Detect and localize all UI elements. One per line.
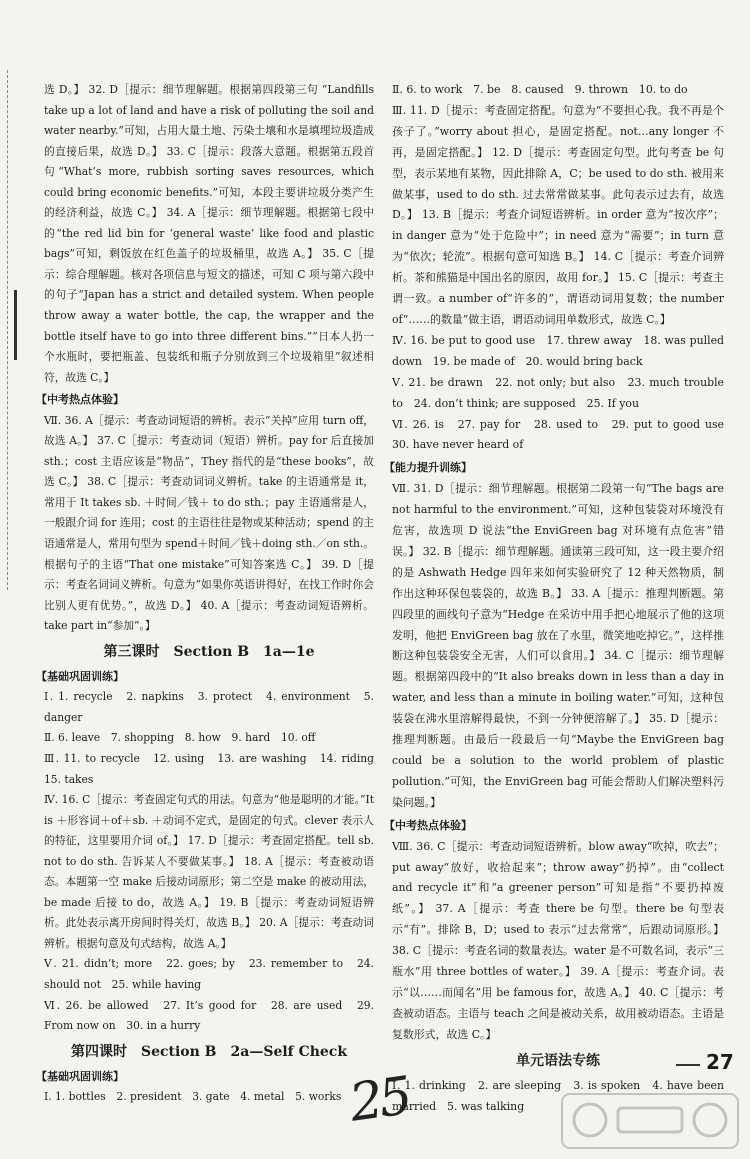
binding-mark <box>14 290 17 360</box>
binding-edge <box>7 70 14 590</box>
answer-paragraph: Ⅰ. 1. drinking 2. are sleeping 3. is spoken 4. have been married 5. was talking <box>392 1078 724 1113</box>
answer-paragraph: Ⅲ. 11. D［提示：考查固定搭配。句意为“不要担心我。我不再是个孩子了。”worry about 担心，是固定搭配。not…any longer 不再，是固定搭配。】 12. D［提示：考查固定句型。此句考查 be 句型，表示某地有某物，因此排除 A，C；be used to do sth. 被用来做某事，used to do sth. 过去常常做某事。此句表示过去有，故选 D。】 13. B［提示：考查介词短语辨析。in order 意为“按次序”；in danger 意为“处于危险中”；in need 意为“需要”；in turn 意为“依次；轮流”。根据句意可知选 B。】 14. C［提示：考查介词辨析。茶和熊猫是中国出名的原因，故用 for。】 15. C［提示：考查主谓一致。a number of“许多的”，谓语动词用复数；the number of“……的数量”做主语，谓语动词用单数形式，故选 C。】 <box>392 103 724 326</box>
handwritten-page-note: 25 <box>346 1066 413 1134</box>
answer-paragraph: Ⅳ. 16. C［提示：考查固定句式的用法。句意为“他是聪明的才能。”It is ＋形容词＋of＋sb. ＋动词不定式，是固定的句式。clever 表示人的特征，这里要用介词 of。】 17. D［提示：考查固定搭配。tell sb. not to do sth. 告诉某人不要做某事。】 18. A［提示：考查被动语态。本题第一空 make 后接动词原形；第二空是 make 的被动用法，be made 后接 to do，故选 A。】 19. B［提示：考查动词短语辨析。此处表示离开房间时得关灯，故选 B。】 20. A［提示：考查动词辨析。根据句意及句式结构，故选 A。】 <box>44 793 374 950</box>
lesson-heading: 第三课时 Section B 1a—1e <box>103 643 315 660</box>
answer-paragraph: Ⅵ. 26. is 27. pay for 28. used to 29. put to good use 30. have never heard of <box>392 417 735 452</box>
left-column <box>36 80 385 1108</box>
answer-paragraph: Ⅰ. 1. bottles 2. president 3. gate 4. metal 5. works <box>44 1090 342 1104</box>
answer-paragraph: 选 D。】 32. D［提示：细节理解题。根据第四段第三句 “Landfills take up a lot of land and have a risk of polluting the soil and water nearby.”可知，占用大量土地、污染土壤和水是填埋垃圾造成的直接后果，故选 D。】 33. C［提示：段落大意题。根据第五段首句“What’s more, rubbish sorting saves resources, which could bring economic benefits.”可知，本段主要讲垃圾分类产生的经济利益，故选 C。】 34. A［提示：细节理解题。根据第七段中的“the red lid bin for ‘general waste’ like food and plastic bags”可知，剩饭放在红色盖子的垃圾桶里，故选 A。】 35. C［提示：综合理解题。核对各项信息与短文的描述，可知 C 项与第六段中的句子“Japan has a strict and detailed system. When people throw away a water bottle, the cap, the wrapper and the bottle itself have to go into three different bins.”“日本人扔一个水瓶时，要把瓶盖、包装纸和瓶子分别放到三个垃圾箱里”叙述相符，故选 C。】 <box>44 83 374 384</box>
answer-paragraph: Ⅵ. 26. be allowed 27. It’s good for 28. are used 29. From now on 30. in a hurry <box>44 998 374 1033</box>
section-tag: 【基础巩固训练】 <box>36 1069 124 1083</box>
section-tag: 【中考热点体验】 <box>384 818 472 832</box>
lesson-heading: 第四课时 Section B 2a—Self Check <box>70 1043 348 1060</box>
watermark-logo <box>560 1090 740 1152</box>
answer-paragraph: Ⅶ. 31. D［提示：细节理解题。根据第二段第一句“The bags are not harmful to the environment.”可知，这种包装袋对环境没有危害，故选项 D 说法“the EnviGreen bag 对环境有点危害”错误。】 32. B［提示：细节理解题。通读第三段可知，这一段主要介绍的是 Ashwath Hedge 四年来如何实验研究了 12 种天然物质，制作出这种环保包装袋的，故选 B。】 33. A［提示：推理判断题。第四段里的画线句子意为“Hedge 在采访中用手把心地展示了他的这项发明，他把 EnviGreen bag 放在了水里，微笑地吃掉它。”，这样推断这种包装袋安全无害，人们可以食用。】 34. C［提示：细节理解题。根据第四段中的“It also breaks down in less than a day in water, and less than a minute in boiling water.”可知，这种包装袋在沸水里溶解得最快，不到一分钟便溶解了。】 35. D［提示：推理判断题。由最后一段最后一句“Maybe the EnviGreen bag could be a solution to the world problem of plastic pollution.”可知，the EnviGreen bag 可能会帮助人们解决塑料污染问题。】 <box>392 482 724 809</box>
page-number-dash <box>676 1064 700 1066</box>
answer-paragraph: Ⅷ. 36. C［提示：考查动词短语辨析。blow away“吹掉，吹去”；put away“放好，收拾起来”；throw away“扔掉”。由“collect and recycle it”和“a greener person”可知是指“不要扔掉废纸”。】 37. A［提示：考查 there be 句型。there be 句型表示“有”。排除 B，D；used to 表示“过去常常”，后跟动词原形。】 38. C［提示：考查名词的数量表达。water 是不可数名词，表示“三瓶水”用 three bottles of water。】 39. A［提示：考查介词。表示“以……而闻名”用 be famous for，故选 A。】 40. C［提示：考查被动语态。主语与 teach 之间是被动关系，故用被动语态。主语是复数形式，故选 C。】 <box>392 839 724 1041</box>
answer-paragraph: Ⅴ. 21. didn’t; more 22. goes; by 23. remember to 24. should not 25. while having <box>44 957 374 991</box>
answer-paragraph: Ⅳ. 16. be put to good use 17. threw away 18. was pulled down 19. be made of 20. would bring back <box>392 333 724 368</box>
section-tag: 【中考热点体验】 <box>36 393 124 407</box>
answer-paragraph: Ⅰ. 1. recycle 2. napkins 3. protect 4. environment 5. danger <box>44 690 374 724</box>
section-tag: 【能力提升训练】 <box>384 461 472 475</box>
right-column <box>384 80 735 1118</box>
answer-paragraph: Ⅱ. 6. to work 7. be 8. caused 9. thrown 10. to do <box>392 83 688 96</box>
answer-paragraph: Ⅶ. 36. A［提示：考查动词短语的辨析。表示“关掉”应用 turn off，故选 A。】 37. C［提示：考查动词（短语）辨析。pay for 后直接加 sth.；cost 主语应该是“物品”，They 指代的是“these books”，故选 C。】 38. C［提示：考查动词词义辨析。take 的主语通常是 it，常用于 It takes sb. ＋时间／钱＋ to do sth.；pay 主语通常是人，一般跟介词 for 连用；cost 的主语往往是物或某种活动；spend 的主语通常是人，常用句型为 spend＋时间／钱＋doing sth.／on sth.。根据句子的主语“That one mistake”可知答案选 C。】 39. D［提示：考查名词词义辨析。句意为“如果你英语讲得好，在找工作时你会比别人更有优势。”，故选 D。】 40. A［提示：考查动词短语辨析。take part in“参加”。】 <box>44 413 374 633</box>
answer-paragraph: Ⅱ. 6. leave 7. shopping 8. how 9. hard 10. off <box>44 731 316 745</box>
section-tag: 【基础巩固训练】 <box>36 669 124 683</box>
answer-paragraph: Ⅴ. 21. be drawn 22. not only; but also 23. much trouble to 24. don’t think; are supposed 25. If you <box>392 375 724 410</box>
answer-paragraph: Ⅲ. 11. to recycle 12. using 13. are washing 14. riding 15. takes <box>44 751 385 786</box>
page-number: 27 <box>706 1050 734 1074</box>
lesson-heading: 单元语法专练 <box>516 1052 600 1069</box>
